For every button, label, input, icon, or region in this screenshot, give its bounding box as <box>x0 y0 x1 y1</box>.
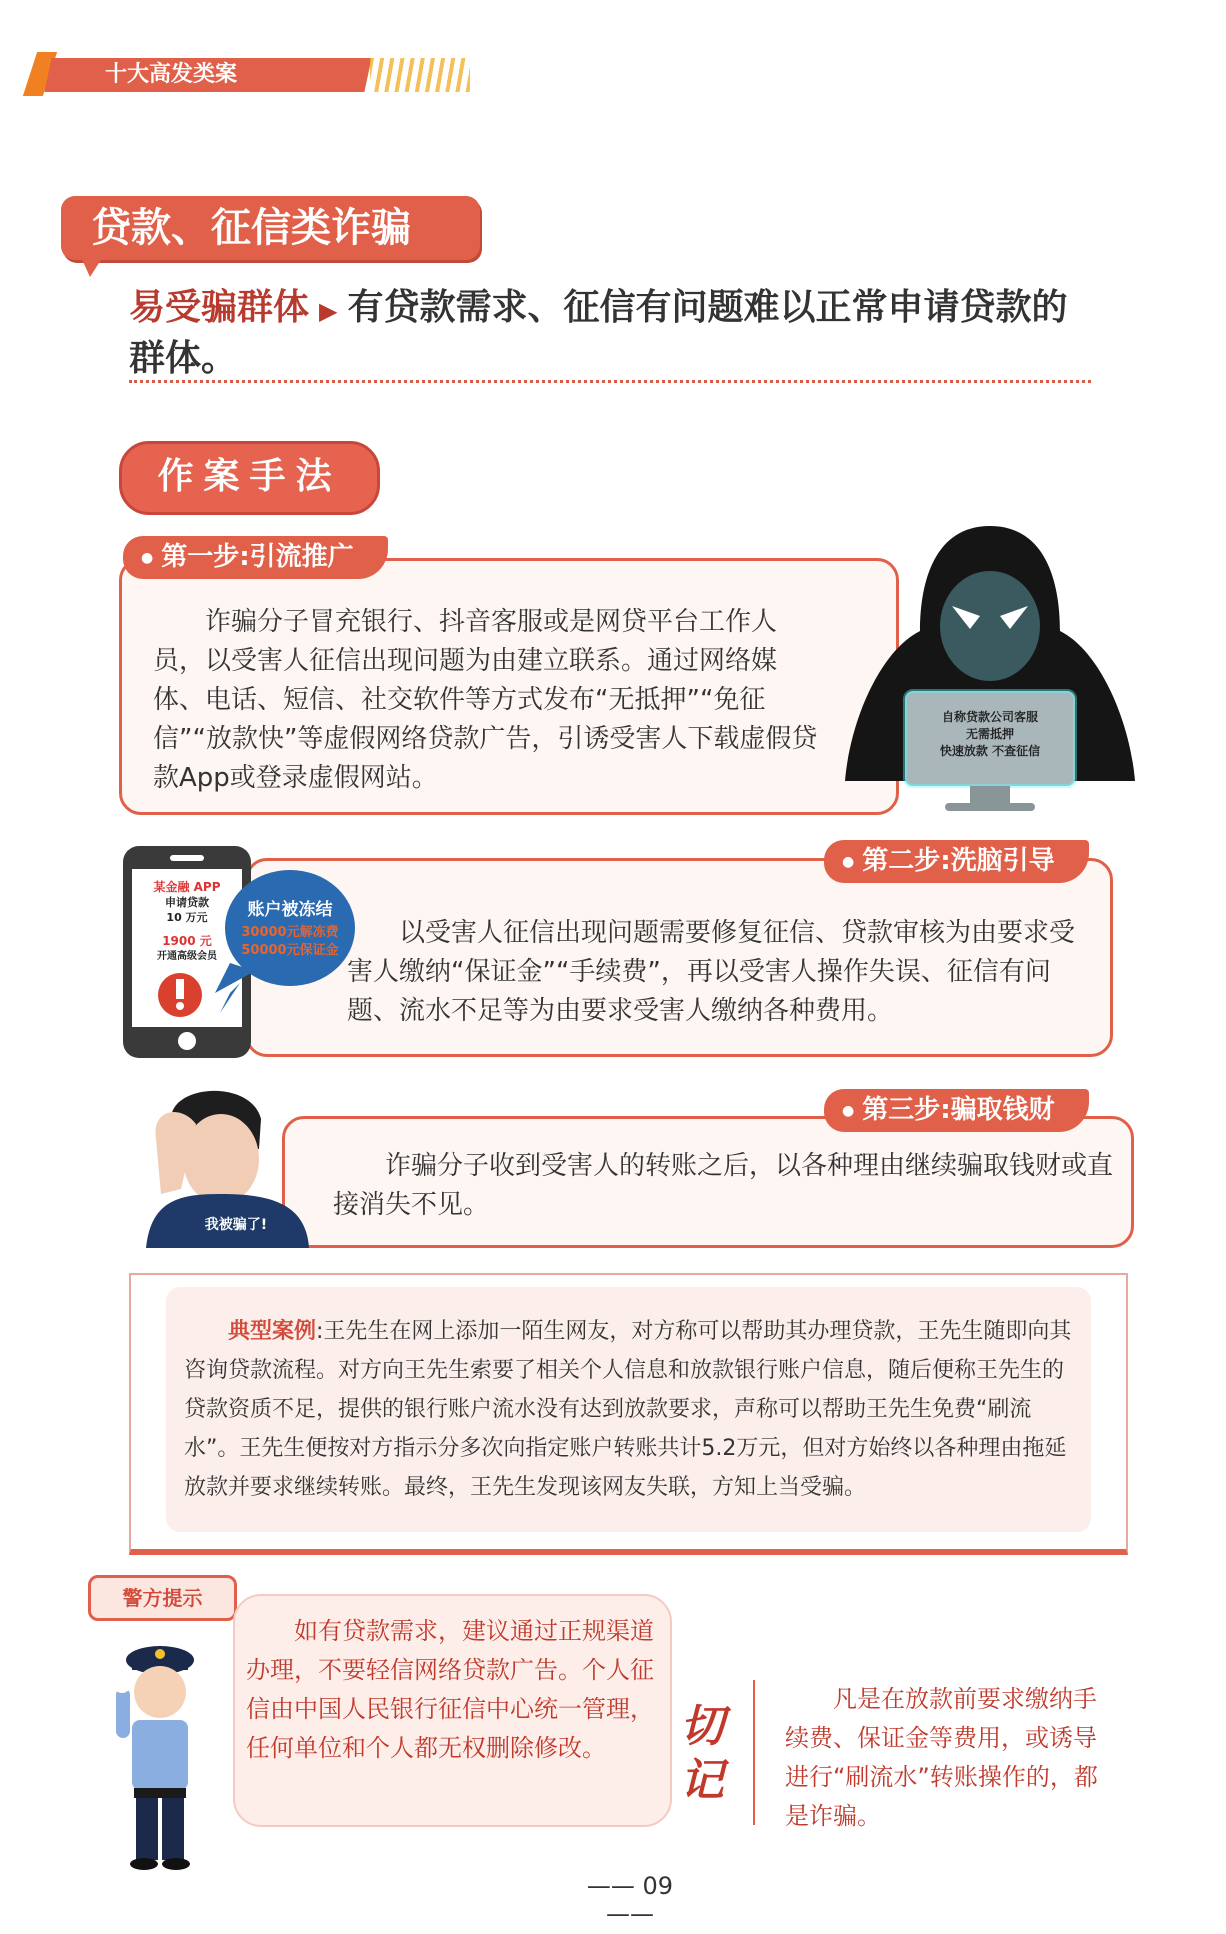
hacker-illustration <box>840 521 1140 815</box>
phone-illustration <box>120 843 360 1063</box>
police-tip-tag: 警方提示 <box>88 1575 237 1621</box>
typical-case-body: :王先生在网上添加一陌生网友，对方称可以帮助其办理贷款，王先生随即向其咨询贷款流程。对方向王先生索要了相关个人信息和放款银行账户信息，随后便称王先生的贷款资质不足，提供的银行账户流水没有达到放款要求，声称可以帮助王先生免费“刷流水”。王先生便按对方指示分多次向指定账户转账共计5.2万元，但对方始终以各种理由拖延放款并要求继续转账。最终，王先生发现该网友失联，方知上当受骗。 <box>184 1319 1072 1500</box>
police-officer-illustration <box>112 1640 207 1872</box>
screen-line: 无需抵押 <box>965 727 1015 741</box>
typical-case-label: 典型案例 <box>228 1319 317 1344</box>
play-arrow-icon: ▶ <box>319 297 338 325</box>
police-tip-text: 如有贷款需求，建议通过正规渠道办理，不要轻信网络贷款广告。个人征信由中国人民银行征信中心统一管理，任何单位和个人都无权删除修改。 <box>246 1617 654 1762</box>
step2-text: 以受害人征信出现问题需要修复征信、贷款审核为由要求受害人缴纳“保证金”“手续费”，再以受害人操作失误、征信有问题、流水不足等为由要求受害人缴纳各种费用。 <box>347 918 1076 1026</box>
screen-line: 快速放款 不查征信 <box>939 744 1041 758</box>
victim-text: 有贷款需求、征信有问题难以正常申请贷款的群体。 <box>129 287 1068 379</box>
step3-text: 诈骗分子收到受害人的转账之后，以各种理由继续骗取钱财或直接消失不见。 <box>333 1151 1114 1220</box>
page-title: 贷款、征信类诈骗 <box>61 196 480 260</box>
phone-line: 某金融 APP <box>153 880 221 894</box>
victim-group <box>129 284 1099 383</box>
section-label: 十大高发类案 <box>105 62 238 87</box>
typical-case-text <box>184 1312 1084 1507</box>
title-bubble-tail <box>80 255 104 277</box>
victim-illustration <box>141 1079 313 1248</box>
bubble-line: 账户被冻结 <box>247 900 333 920</box>
methods-badge: 作案手法 <box>119 441 380 515</box>
divider <box>129 380 1091 383</box>
banner-stripes <box>370 58 470 92</box>
step1-tab: ● 第一步:引流推广 <box>123 536 388 579</box>
phone-line: 开通高级会员 <box>157 951 217 962</box>
step2-tab: ● 第二步:洗脑引导 <box>824 840 1089 883</box>
step1-text: 诈骗分子冒充银行、抖音客服或是网贷平台工作人员，以受害人征信出现问题为由建立联系。通过网络媒体、电话、短信、社交软件等方式发布“无抵押”“免征信”“放款快”等虚假网络贷款广告，引诱受害人下载虚假贷款App或登录虚假网站。 <box>153 607 818 793</box>
remember-label: 切记 <box>680 1701 724 1806</box>
phone-line: 10 万元 <box>166 911 208 924</box>
shirt-text: 我被骗了! <box>204 1217 268 1233</box>
phone-line: 申请贷款 <box>165 896 209 909</box>
step3-tab: ● 第三步:骗取钱财 <box>824 1089 1089 1132</box>
bubble-line: 50000元保证金 <box>241 943 339 958</box>
phone-line: 1900 元 <box>162 934 212 948</box>
screen-line: 自称贷款公司客服 <box>941 710 1039 724</box>
bubble-line: 30000元解冻费 <box>241 925 339 940</box>
page-number: —— 09 —— <box>586 1872 674 1928</box>
remember-divider <box>753 1680 755 1825</box>
victim-label: 易受骗群体 <box>129 287 310 328</box>
remember-text: 凡是在放款前要求缴纳手续费、保证金等费用，或诱导进行“刷流水”转账操作的，都是诈骗。 <box>785 1685 1098 1830</box>
